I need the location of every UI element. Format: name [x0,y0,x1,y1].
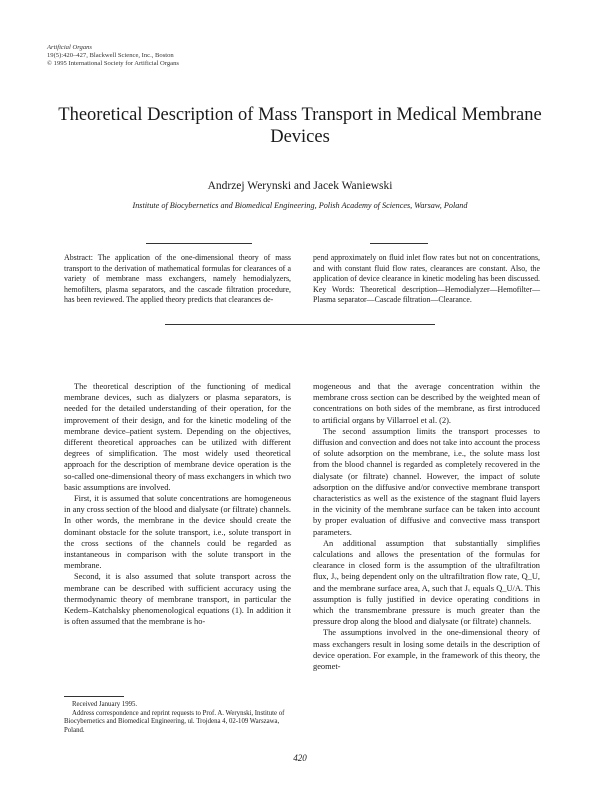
abstract-bottom-rule [165,324,435,325]
journal-name: Artificial Organs [47,44,92,51]
abstract-top-rule-right [370,243,428,244]
page-number: 420 [293,753,307,763]
body-column-right [313,381,540,672]
body-paragraph: Second, it is also assumed that solute transport across the membrane can be described with sufficient accuracy using the thermodynamic theory of membrane transport, in particular the Kedem–Katchalsky phenomenological equations (1). In addition it is often assumed that the membrane is ho- [64,572,291,627]
body-paragraph: The theoretical description of the functioning of medical membrane devices, such as dialyzers or plasma separators, is needed for the detailed understanding of their operation, for the improvement of their design, and for the kinetic modeling of the membrane device–patient system. Depending on the objectives, different theoretical approaches can be utilized with different degrees of simplification. The most widely used theoretical approach for the description of membrane device operation is the so-called one-dimensional theory of mass exchangers in which two basic assumptions are involved. [64,382,291,492]
body-paragraph: mogeneous and that the average concentration within the membrane cross section can be described by the weighted mean of concentrations on both sides of the membrane, as first introduced to artificial organs by Villarroel et al. (2). [313,382,540,425]
body-paragraph: The second assumption limits the transport processes to diffusion and convection and does not take into account the process of solute adsorption on the membrane, i.e., the solute mass lost from the blood channel is regarded as completely recovered in the dialysate (or filtrate) channel. However, the impact of solute adsorption on the diffusive and/or convective membrane transport characteristics as well as the existence of the stagnant fluid layers in the vicinity of the membrane surface can be taken into account by proper evaluation of diffusive and convective mass transport parameters. [313,426,540,537]
abstract-right: pend approximately on fluid inlet flow rates but not on concentrations, and with constant fluid flow rates, clearances are constant. Also, the application of device clearance in kinetic modeling has been discussed. Key Words: Theoretical description—Hemodialyzer—Hemofilter—Plasma separator—Cascade filtration—Clearance. [313,253,540,304]
footnote [64,701,291,735]
footnote-received: Received January 1995. [72,701,138,708]
body-paragraph: The assumptions involved in the one-dimensional theory of mass exchangers result in losing some details in the description of device operation. For example, in the framework of this theory, the geomet- [313,628,540,672]
journal-header [47,44,307,68]
footnote-rule [64,696,124,697]
authors: Andrzej Werynski and Jacek Waniewski [207,180,393,192]
journal-copyright: © 1995 International Society for Artificial Organs [47,60,179,67]
footnote-address: Address correspondence and reprint requests to Prof. A. Werynski, Institute of Biocybernetics and Biomedical Engineering, ul. Trojdena 4, 02-109 Warszawa, Poland. [64,709,285,734]
abstract-left: Abstract: The application of the one-dimensional theory of mass transport to the derivation of mathematical formulas for clearances of a variety of membrane mass exchangers, namely hemodialyzers, hemofilters, plasma separators, and the cascade filtration procedure, has been reviewed. The applied theory predicts that clearances de- [64,253,291,304]
journal-citation: 19(5):420–427, Blackwell Science, Inc., Boston [47,52,174,59]
abstract-top-rule-left [146,243,252,244]
paper-title: Theoretical Description of Mass Transport in Medical Membrane Devices [58,105,542,147]
body-column-left [64,381,291,627]
affiliation: Institute of Biocybernetics and Biomedical Engineering, Polish Academy of Sciences, Warsaw, Poland [132,201,468,210]
body-paragraph: First, it is assumed that solute concentrations are homogeneous in any cross section of the blood and dialysate (or filtrate) channels. In other words, the membrane in the device should create the dominant obstacle for the solute transport, i.e., solute transport in the cross sections of the channels could be regarded as instantaneous in comparison with the solute transport in the membrane. [64,494,291,571]
body-paragraph: An additional assumption that substantially simplifies calculations and allows the presentation of the formulas for clearance in closed form is the assumption of the ultrafiltration flux, Jᵥ, being dependent only on the ultrafiltration flow rate, Q_U, and the membrane surface area, A, such that Jᵥ equals Q_U/A. This assumption is fully justified in device operating conditions in which the transmembrane pressure is much greater than the pressure drop along the blood and dialysate (or filtrate) channels. [313,538,540,627]
